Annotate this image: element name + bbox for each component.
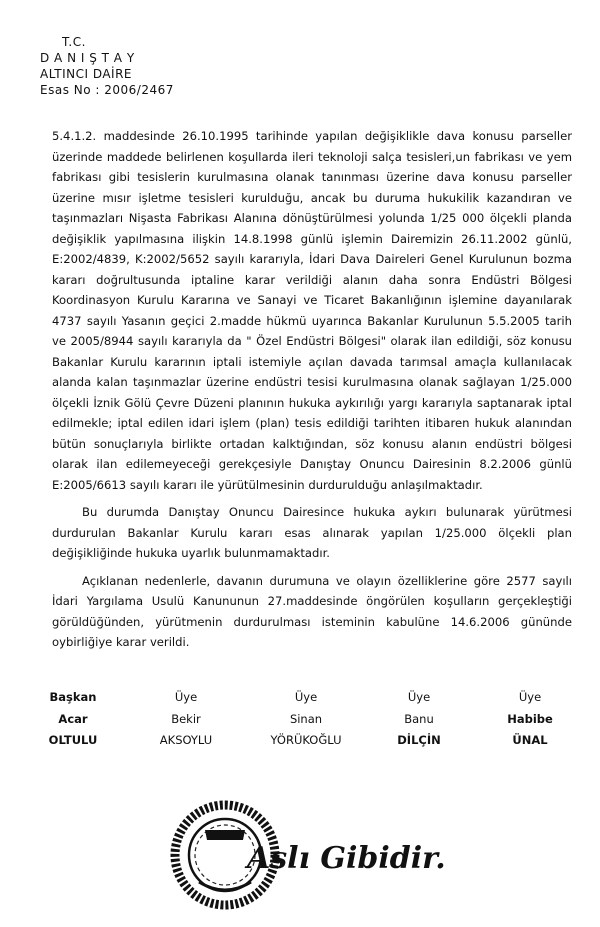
signature-first-name: Bekir: [171, 711, 201, 726]
header-tc: T.C.: [62, 35, 86, 49]
paragraph-2: Bu durumda Danıştay Onuncu Dairesince hukuka aykırı bulunarak yürütmesi durdurulan Bakanlar Kurulu kararı esas alınarak yapılan 1/25.000 ölçekli plan değişikliğinde hukuka uyarlık bulunmamaktadır.: [52, 505, 572, 560]
paragraph-1: 5.4.1.2. maddesinde 26.10.1995 tarihinde yapılan değişiklikle dava konusu parseller üzerinde maddede belirlenen koşullarda ileri teknoloji salça tesisleri,un fabrikası ve yem fabrikası gibi tesislerin kurulmasına olanak tanınması üzerine dava konusu parseller üzerine mısır işletme tesisleri kurulduğu, ancak bu duruma hukukilik kazandıran ve taşınmazları Nişasta Fabrikası Alanına dönüştürülmesi yolunda 1/25 000 ölçekli planda değişiklik yapılmasına ilişkin 14.8.1998 günlü işlemin Dairemizin 26.11.2002 günlü, E:2002/4839, K:2002/5652 sayılı kararıyla, İdari Dava Daireleri Genel Kurulunun bozma kararı doğrultusunda iptaline karar verildiği alanın daha sonra Endüstri Bölgesi Koordinasyon Kurulu Kararına ve Sanayi ve Ticaret Bakanlığının işlemine dayanılarak 4737 sayılı Yasanın geçici 2.madde hükmü uyarınca Bakanlar Kurulunun 5.5.2005 tarih ve 2005/8944 sayılı kararıyla da " Özel Endüstri Bölgesi" olarak ilan edildiği, söz konusu Bakanlar Kurulu kararının iptali istemiyle açılan davada tarımsal amaçla kullanılacak alanda kalan taşınmazlar üzerine endüstri tesisi kurulmasına olanak sağlayan 1/25.000 ölçekli İznik Gölü Çevre Düzeni planının hukuka aykırılığı yargı kararıyla saptanarak iptal edilmekle; iptal edilen idari işlem (plan) tesis edildiği tarihten itibaren hukuk alanından bütün sonuçlarıyla birlikte ortadan kalktığından, söz konusu alanın endüstri bölgesi olarak ilan edilemeyeceği gerekçesiyle Danıştay Onuncu Dairesinin 8.2.2006 günlü E:2005/6613 sayılı kararı ile yürütülmesinin durdurulduğu anlaşılmaktadır.: [52, 129, 572, 492]
signature-role: Başkan: [49, 690, 97, 704]
header-chamber: ALTINCI DAİRE: [40, 67, 133, 81]
header-case-number: Esas No : 2006/2467: [40, 83, 174, 97]
certified-copy-stamp: [165, 790, 446, 920]
signature-role: Üye: [518, 690, 542, 704]
signature-last-name: AKSOYLU: [159, 733, 213, 747]
signature-first-name: Acar: [58, 711, 88, 726]
signature-first-name: Banu: [404, 711, 434, 726]
signature-member-2: [251, 687, 361, 752]
signature-last-name: ÜNAL: [512, 733, 548, 747]
signature-first-name: Sinan: [289, 711, 323, 726]
signature-last-name: OLTULU: [48, 733, 98, 747]
header-court: D A N I Ş T A Y: [40, 51, 135, 65]
stamp-text: Aslı Gibidir.: [247, 841, 446, 876]
signature-member-1: [141, 687, 231, 752]
signature-last-name: YÖRÜKOĞLU: [270, 733, 342, 747]
paragraph-3: Açıklanan nedenlerle, davanın durumuna ve olayın özelliklerine göre 2577 sayılı İdari Yargılama Usulü Kanununun 27.maddesinde öngörülen koşulların gerçekleştiği görüldüğünden, yürütmenin durdurulması isteminin kabulüne 14.6.2006 gününde oybirliğiye karar verildi.: [52, 573, 572, 649]
signature-member-3: [383, 687, 455, 752]
signature-role: Üye: [174, 690, 198, 704]
signature-first-name: Habibe: [507, 711, 553, 726]
document-body: [52, 126, 572, 653]
signature-last-name: DİLÇİN: [397, 733, 441, 747]
signature-president: [38, 687, 108, 752]
document-header: [40, 34, 174, 98]
signature-member-4: [494, 687, 566, 752]
signature-role: Üye: [407, 690, 431, 704]
signature-role: Üye: [294, 690, 318, 704]
